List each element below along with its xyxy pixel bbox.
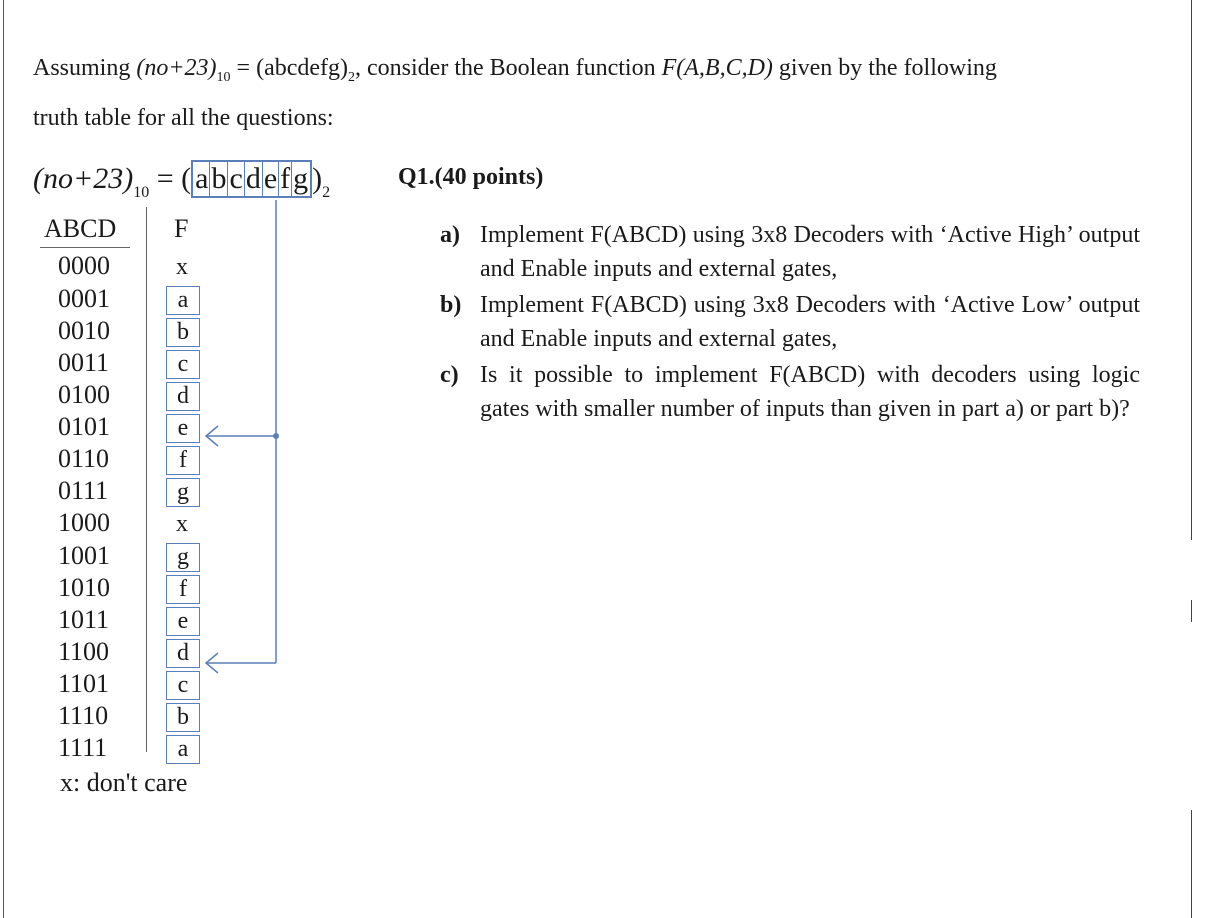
bit-g: g — [293, 162, 309, 195]
row-output: f — [166, 575, 200, 604]
item-label: b) — [440, 292, 462, 318]
equation-close: ) — [312, 162, 323, 195]
row-output: b — [166, 318, 200, 347]
row-input: 0110 — [58, 444, 110, 473]
row-output: d — [166, 639, 200, 668]
bit-a: a — [195, 162, 209, 195]
row-input: 0010 — [58, 316, 110, 345]
row-output: e — [166, 607, 200, 636]
row-output: a — [166, 735, 200, 764]
intro-expr: (no+23) — [136, 55, 217, 81]
question-list — [440, 218, 1140, 428]
row-input: 1010 — [58, 573, 110, 602]
item-label: a) — [440, 222, 460, 248]
intro-text-post: , consider the Boolean function — [355, 55, 662, 81]
intro-expr-base: 10 — [216, 69, 231, 85]
row-input: 0011 — [58, 348, 110, 377]
row-input: 1110 — [58, 701, 109, 730]
row-output: x — [176, 254, 188, 280]
row-output: x — [176, 511, 188, 537]
equation-lhs-base: 10 — [133, 184, 150, 201]
row-output: d — [166, 382, 200, 411]
row-output: f — [166, 446, 200, 475]
row-input: 0100 — [58, 380, 110, 409]
intro-binary-base: 2 — [348, 69, 356, 85]
row-input: 1001 — [58, 541, 110, 570]
item-label: c) — [440, 362, 459, 388]
item-text: Is it possible to implement F(ABCD) with decoders using logic gates with smaller number of inputs than given in part a) or part b)? — [480, 362, 1140, 422]
row-input: 1111 — [58, 733, 108, 762]
bit-d: d — [245, 162, 261, 195]
row-input: 0000 — [58, 251, 110, 280]
question-item-b — [440, 288, 1140, 356]
intro-text-pre: Assuming — [33, 55, 137, 81]
equation-lhs: (no+23) — [33, 162, 134, 195]
row-output: g — [166, 543, 200, 572]
table-header-input: ABCD — [44, 214, 117, 243]
row-output: e — [166, 414, 200, 443]
row-input: 1000 — [58, 508, 110, 537]
row-input: 1100 — [58, 637, 110, 666]
row-input: 1011 — [58, 605, 110, 634]
row-input: 0001 — [58, 284, 110, 313]
row-output: c — [166, 350, 200, 379]
equation-rhs-base: 2 — [322, 184, 331, 201]
bit-f: f — [280, 162, 291, 195]
intro-line-2: truth table for all the questions: — [33, 104, 334, 131]
bit-e: e — [263, 162, 278, 195]
row-input: 1101 — [58, 669, 110, 698]
row-output: a — [166, 286, 200, 315]
row-input: 0111 — [58, 476, 109, 505]
row-output: c — [166, 671, 200, 700]
question-item-c — [440, 358, 1140, 426]
row-output: g — [166, 478, 200, 507]
intro-equals: = (abcdefg) — [230, 55, 349, 81]
intro-text-end: given by the following — [772, 55, 997, 81]
row-input: 0101 — [58, 412, 110, 441]
equation-equals: = ( — [149, 162, 192, 195]
wire-junction — [273, 433, 279, 439]
item-text: Implement F(ABCD) using 3x8 Decoders with ‘Active Low’ output and Enable inputs and external gates, — [480, 292, 1140, 352]
table-header-output: F — [174, 214, 189, 243]
bit-b: b — [211, 162, 227, 195]
dont-care-note: x: don't care — [60, 768, 188, 797]
intro-function: F(A,B,C,D) — [661, 55, 773, 81]
row-output: b — [166, 703, 200, 732]
question-item-a — [440, 218, 1140, 286]
question-title: Q1.(40 points) — [398, 164, 544, 190]
item-text: Implement F(ABCD) using 3x8 Decoders with ‘Active High’ output and Enable inputs and external gates, — [480, 222, 1140, 282]
bit-c: c — [229, 162, 243, 195]
